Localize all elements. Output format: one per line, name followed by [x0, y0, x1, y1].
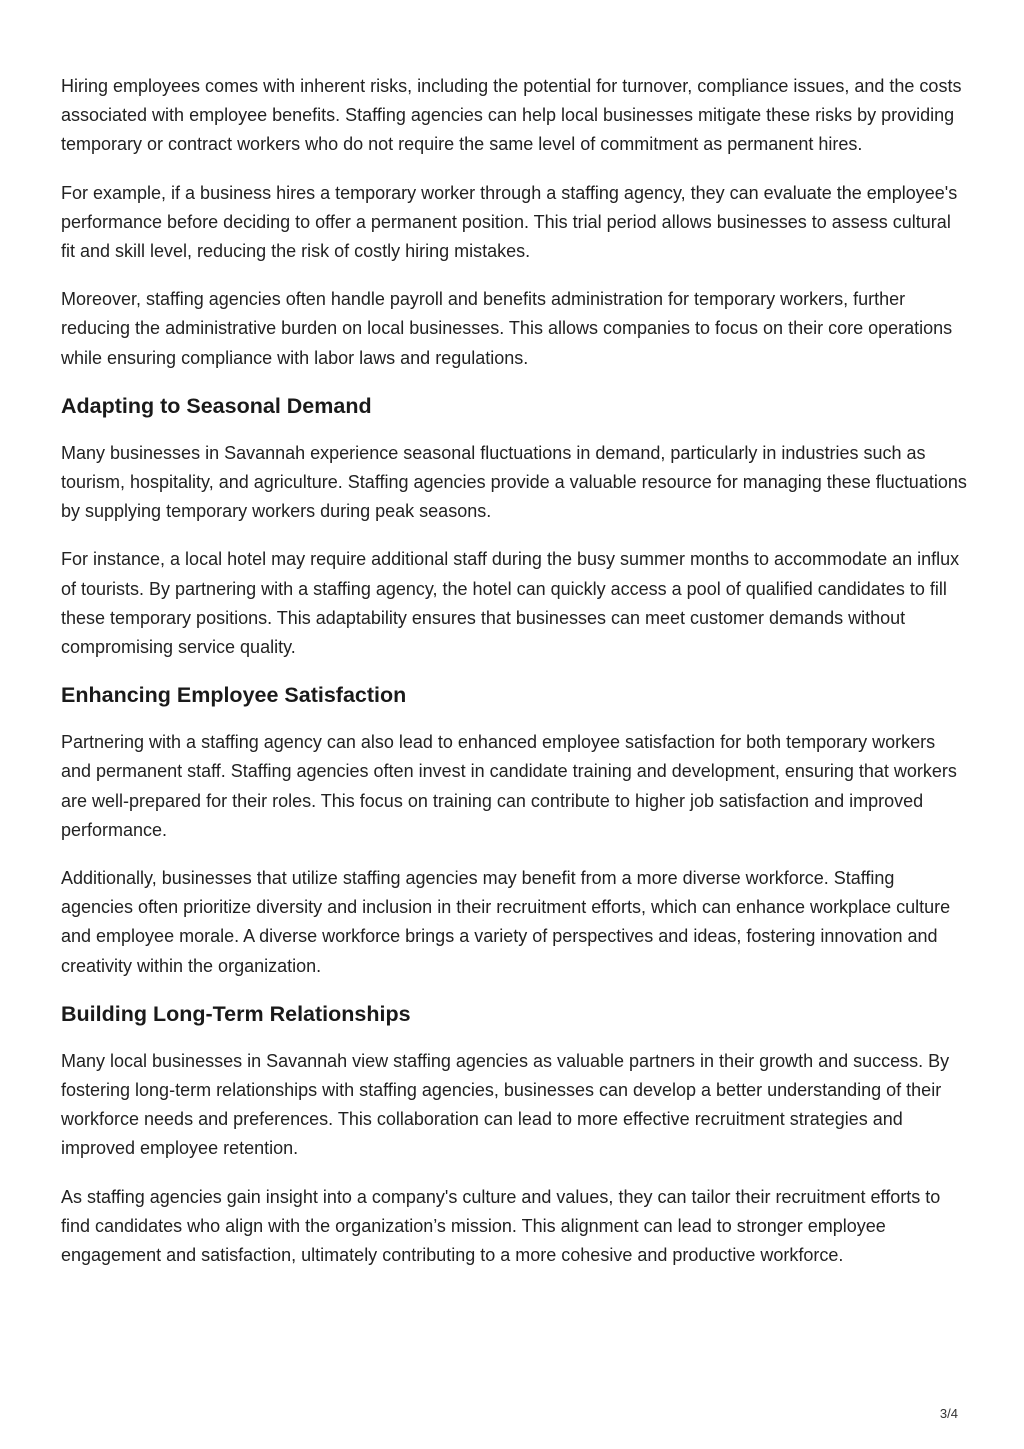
paragraph: Many businesses in Savannah experience seasonal fluctuations in demand, particularly in industries such as tourism, hospitality, and agriculture. Staffing agencies provide a valuable resource for managing these fluctuations by supplying temporary workers during peak seasons.: [61, 442, 967, 522]
paragraph: Many local businesses in Savannah view staffing agencies as valuable partners in their growth and success. By fostering long-term relationships with staffing agencies, businesses can develop a better understanding of their workforce needs and preferences. This collaboration can lead to more effective recruitment strategies and improved employee retention.: [61, 1050, 950, 1159]
paragraph: For example, if a business hires a temporary worker through a staffing agency, they can evaluate the employee's performance before deciding to offer a permanent position. This trial period allows businesses to assess cultural fit and skill level, reducing the risk of costly hiring mistakes.: [61, 182, 958, 262]
paragraph: Moreover, staffing agencies often handle payroll and benefits administration for temporary workers, further reducing the administrative burden on local businesses. This allows companies to focus on their core operations while ensuring compliance with labor laws and regulations.: [61, 289, 953, 368]
paragraph: As staffing agencies gain insight into a company's culture and values, they can tailor their recruitment efforts to find candidates who align with the organization’s mission. This alignment can lead to stronger employee engagement and satisfaction, ultimately contributing to a more cohesive and productive workforce.: [61, 1186, 941, 1266]
paragraph: Hiring employees comes with inherent risks, including the potential for turnover, compliance issues, and the costs associated with employee benefits. Staffing agencies can help local businesses mitigate these risks by providing temporary or contract workers who do not require the same level of commitment as permanent hires.: [61, 76, 962, 155]
section-heading: Building Long-Term Relationships: [61, 1001, 411, 1026]
section-long-term-relationships: [61, 1000, 967, 1270]
paragraph: For instance, a local hotel may require additional staff during the busy summer months to accommodate an influx of tourists. By partnering with a staffing agency, the hotel can quickly access a pool of qualified candidates to fill these temporary positions. This adaptability ensures that businesses can meet customer demands without compromising service quality.: [61, 549, 960, 658]
section-risk-mitigation: [61, 72, 967, 373]
document-body: [61, 72, 967, 1289]
page-number: 3/4: [939, 1406, 958, 1421]
section-employee-satisfaction: [61, 681, 967, 981]
paragraph: Partnering with a staffing agency can also lead to enhanced employee satisfaction for both temporary workers and permanent staff. Staffing agencies often invest in candidate training and development, ensuring that workers are well-prepared for their roles. This focus on training can contribute to higher job satisfaction and improved performance.: [61, 732, 957, 840]
section-heading: Adapting to Seasonal Demand: [61, 393, 372, 418]
section-heading: Enhancing Employee Satisfaction: [61, 683, 407, 708]
section-seasonal-demand: [61, 392, 967, 662]
paragraph: Additionally, businesses that utilize staffing agencies may benefit from a more diverse workforce. Staffing agencies often prioritize diversity and inclusion in their recruitment efforts, which can enhance workplace culture and employee morale. A diverse workforce brings a variety of perspectives and ideas, fostering innovation and creativity within the organization.: [61, 868, 951, 976]
